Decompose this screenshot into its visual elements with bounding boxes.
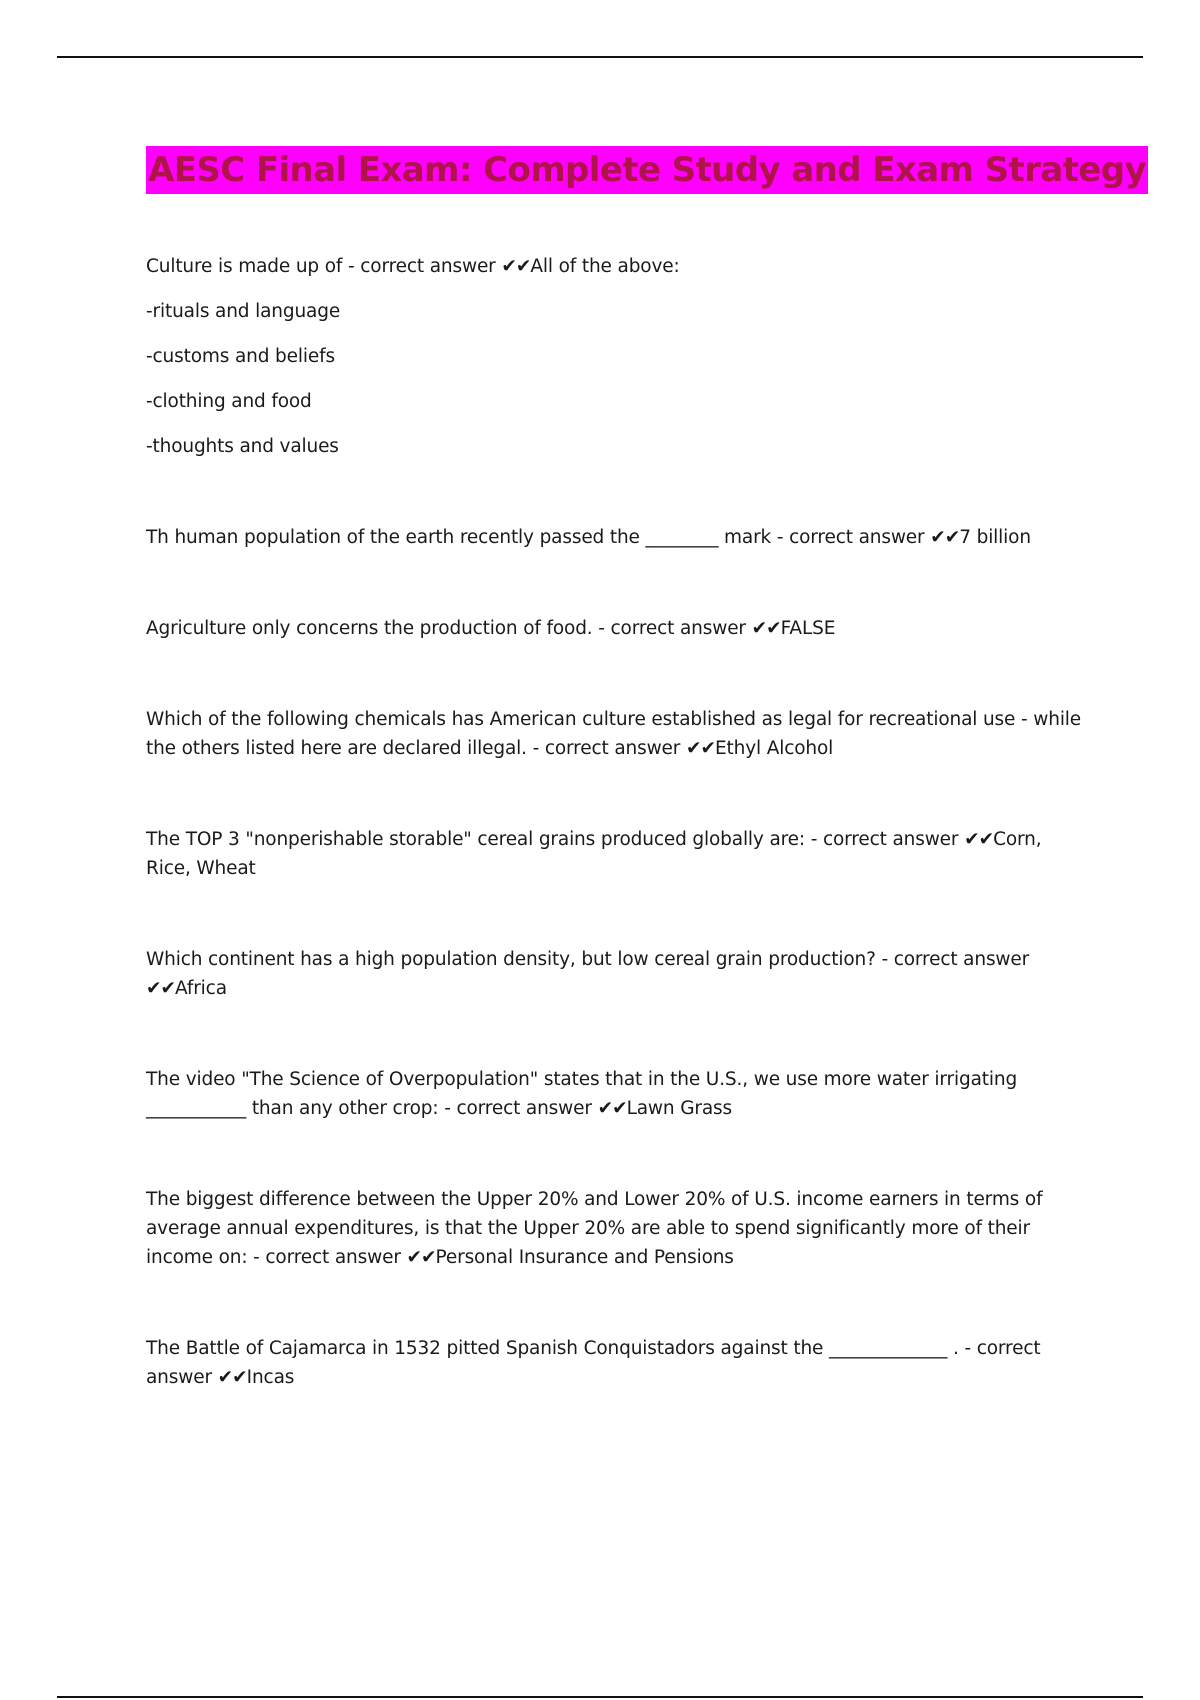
double-check-icon: ✔✔: [146, 978, 176, 999]
qa-item: [146, 1185, 1086, 1272]
answer-text: Lawn Grass: [626, 1098, 733, 1119]
qa-text: [146, 523, 1086, 552]
double-check-icon: ✔✔: [217, 1367, 247, 1388]
double-check-icon: ✔✔: [685, 738, 715, 759]
answer-text: All of the above:: [530, 256, 680, 277]
answer-sub-item: -rituals and language: [146, 301, 341, 322]
double-check-icon: ✔✔: [406, 1247, 436, 1268]
qa-item: [146, 1065, 1086, 1123]
answer-sub-item: -clothing and food: [146, 391, 312, 412]
qa-text: [146, 1065, 1086, 1123]
qa-item: [146, 252, 1086, 461]
qa-item: [146, 523, 1086, 552]
qa-item: [146, 1334, 1086, 1392]
answer-sub-item: -customs and beliefs: [146, 346, 335, 367]
question-text: Th human population of the earth recently passed the ________ mark - correct answer: [146, 527, 931, 548]
question-text: Which of the following chemicals has American culture established as legal for recreational use - while the others listed here are declared illegal. - correct answer: [146, 709, 1082, 759]
qa-list: [146, 252, 1086, 1392]
answer-text: Ethyl Alcohol: [714, 738, 834, 759]
document-body: [146, 146, 1147, 1392]
answer-text: Africa: [175, 978, 227, 999]
qa-item: [146, 614, 1086, 643]
answer-text: 7 billion: [959, 527, 1031, 548]
answer-text: FALSE: [780, 618, 836, 639]
question-text: Which continent has a high population density, but low cereal grain production? - correct answer: [146, 949, 1030, 970]
double-check-icon: ✔✔: [501, 256, 531, 277]
header-rule: [57, 56, 1143, 58]
footer-rule: [57, 1696, 1143, 1698]
question-text: The biggest difference between the Upper 20% and Lower 20% of U.S. income earners in terms of average annual expenditures, is that the Upper 20% are able to spend significantly more of their income on: - correct answer: [146, 1189, 1043, 1268]
qa-text: [146, 825, 1086, 883]
answer-sub-item: -thoughts and values: [146, 436, 339, 457]
double-check-icon: ✔✔: [930, 527, 960, 548]
qa-text: [146, 705, 1086, 763]
answer-text: Incas: [246, 1367, 295, 1388]
qa-text: [146, 614, 1086, 643]
question-text: The TOP 3 "nonperishable storable" cereal grains produced globally are: - correct answer: [146, 829, 965, 850]
qa-item: [146, 945, 1086, 1003]
double-check-icon: ✔✔: [597, 1098, 627, 1119]
qa-text: [146, 252, 1086, 281]
answer-text: Corn, Rice, Wheat: [146, 829, 1042, 879]
double-check-icon: ✔✔: [751, 618, 781, 639]
question-text: The Battle of Cajamarca in 1532 pitted Spanish Conquistadors against the _____________ . - correct answer: [146, 1338, 1041, 1388]
question-text: The video "The Science of Overpopulation" states that in the U.S., we use more water irrigating ___________ than any other crop: - correct answer: [146, 1069, 1018, 1119]
qa-text: [146, 1185, 1086, 1272]
qa-text: [146, 945, 1086, 1003]
question-text: Culture is made up of - correct answer: [146, 256, 502, 277]
qa-item: [146, 705, 1086, 763]
document-title: AESC Final Exam: Complete Study and Exam Strategy: [146, 146, 1148, 194]
qa-item: [146, 825, 1086, 883]
question-text: Agriculture only concerns the production of food. - correct answer: [146, 618, 752, 639]
qa-text: [146, 1334, 1086, 1392]
double-check-icon: ✔✔: [964, 829, 994, 850]
answer-text: Personal Insurance and Pensions: [435, 1247, 734, 1268]
